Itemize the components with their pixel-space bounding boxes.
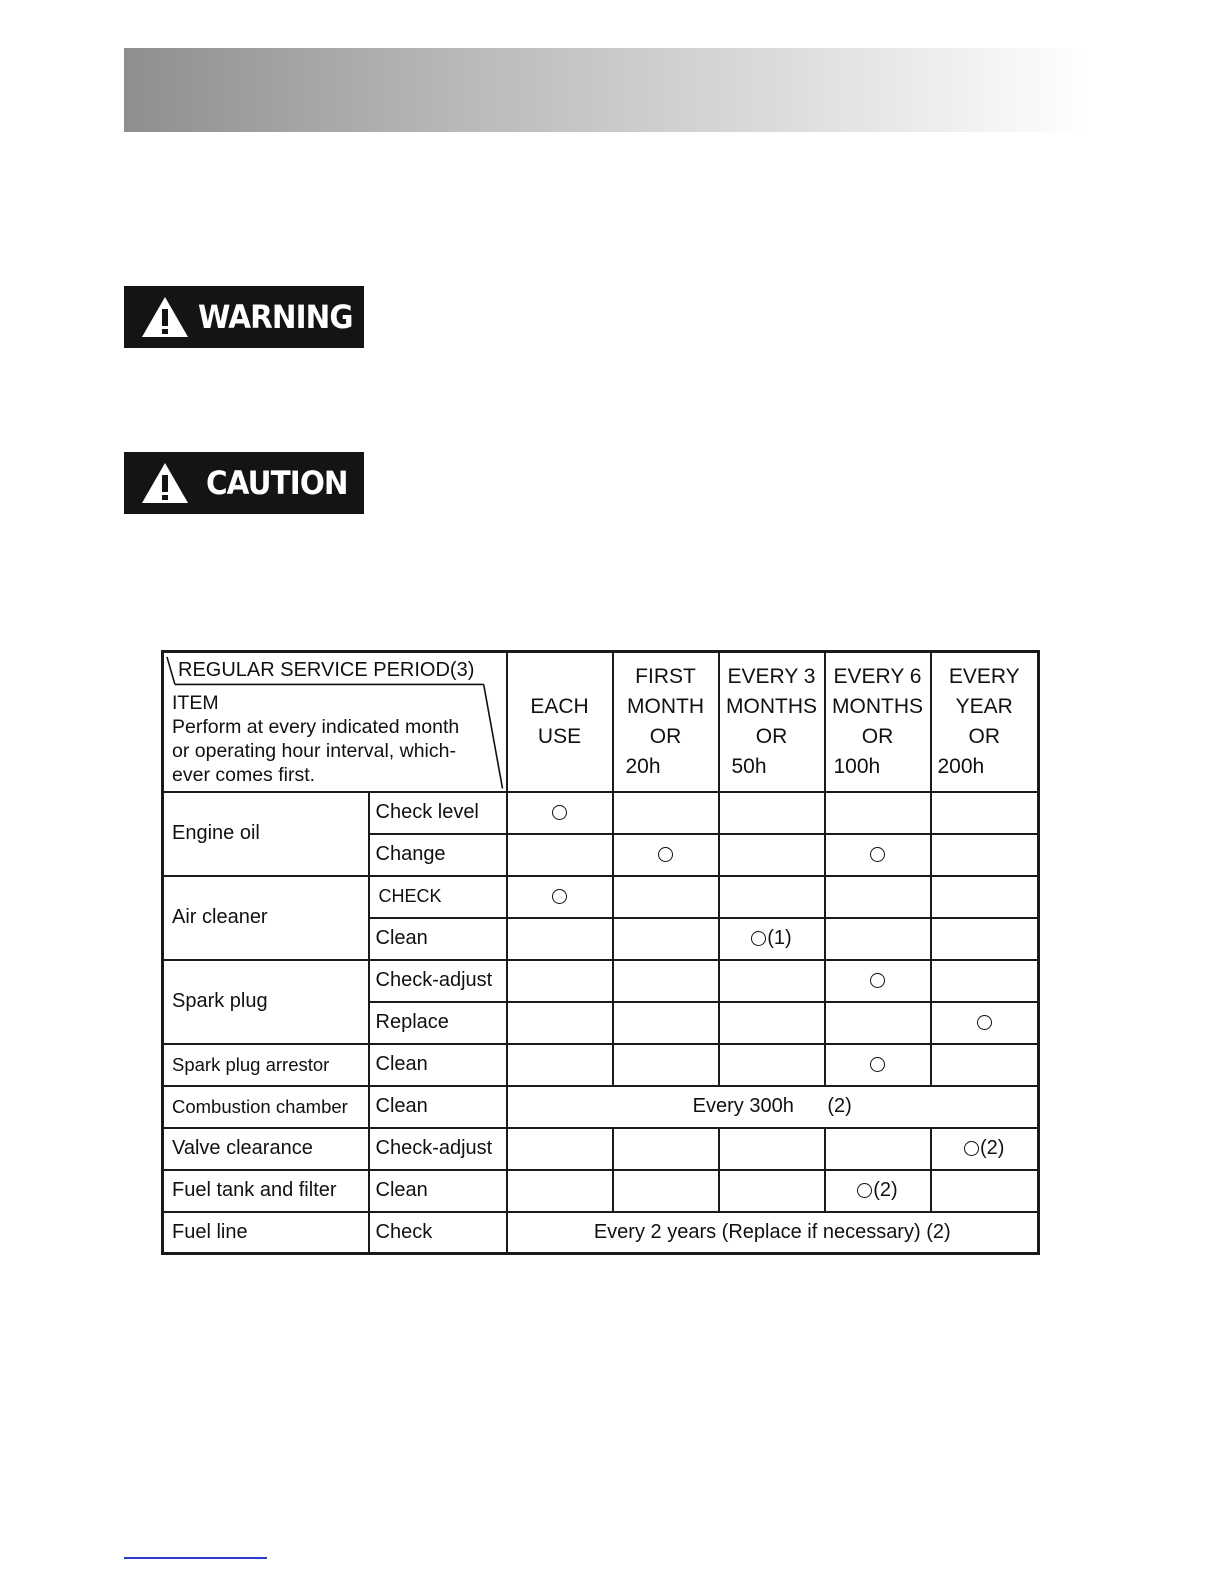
schedule-cell: [931, 1044, 1039, 1086]
item-engine-oil: Engine oil: [163, 792, 369, 876]
footer-rule: [124, 1557, 267, 1559]
table-row: [163, 1044, 1039, 1086]
schedule-cell: [507, 834, 613, 876]
table-row: [163, 1212, 1039, 1254]
action-replace: Replace: [369, 1002, 507, 1044]
column-line: YEAR: [955, 694, 1013, 718]
item-line: ITEM: [172, 692, 219, 714]
circle-mark-icon: [751, 931, 766, 946]
schedule-cell: [825, 960, 931, 1002]
table-header-row: [163, 652, 1039, 792]
schedule-cell: [931, 1128, 1039, 1170]
action-check-adjust: Check-adjust: [369, 1128, 507, 1170]
schedule-cell: [825, 876, 931, 918]
item-fuel-line: Fuel line: [163, 1212, 369, 1254]
column-hours: 20h: [625, 754, 661, 778]
column-line: MONTHS: [726, 694, 817, 718]
schedule-cell: [613, 876, 719, 918]
circle-mark-icon: [870, 1057, 885, 1072]
schedule-cell: [613, 960, 719, 1002]
column-every-6-months: [825, 652, 931, 792]
schedule-cell: [507, 1002, 613, 1044]
combustion-interval: Every 300h: [692, 1095, 794, 1117]
action-clean: Clean: [369, 918, 507, 960]
schedule-cell: [613, 1128, 719, 1170]
caution-label: CAUTION: [206, 464, 348, 502]
table-row: [163, 1128, 1039, 1170]
column-line: OR: [649, 724, 682, 748]
service-period-label: REGULAR SERVICE PERIOD(3): [178, 659, 475, 681]
column-every-3-months: [719, 652, 825, 792]
header-corner-cell: [163, 652, 507, 792]
column-line: MONTHS: [832, 694, 923, 718]
column-line: OR: [755, 724, 788, 748]
footnote-ref: (2): [827, 1095, 852, 1117]
action-change: Change: [369, 834, 507, 876]
schedule-cell: [931, 1002, 1039, 1044]
schedule-cell: [931, 960, 1039, 1002]
action-check-adjust: Check-adjust: [369, 960, 507, 1002]
schedule-cell: [719, 1170, 825, 1212]
schedule-cell: [931, 834, 1039, 876]
item-description: [172, 691, 459, 787]
item-line: Perform at every indicated month: [172, 716, 460, 738]
warning-triangle-icon: [140, 295, 190, 339]
action-clean: Clean: [369, 1086, 507, 1128]
item-fuel-tank-filter: Fuel tank and filter: [163, 1170, 369, 1212]
schedule-cell: [931, 918, 1039, 960]
column-every-year: [931, 652, 1039, 792]
schedule-cell: [719, 918, 825, 960]
action-clean: Clean: [369, 1044, 507, 1086]
column-hours: 100h: [833, 754, 881, 778]
schedule-cell: [825, 1002, 931, 1044]
footnote-ref: (1): [767, 927, 792, 950]
fuel-line-interval: Every 2 years (Replace if necessary) (2): [507, 1212, 1039, 1254]
schedule-cell: [507, 1170, 613, 1212]
circle-mark-icon: [552, 805, 567, 820]
schedule-cell: [613, 1170, 719, 1212]
schedule-cell: [825, 918, 931, 960]
action-check: CHECK: [369, 876, 507, 918]
combustion-interval-cell: [507, 1086, 1039, 1128]
schedule-cell: [719, 1044, 825, 1086]
schedule-cell: [719, 1002, 825, 1044]
schedule-cell: [507, 918, 613, 960]
warning-label: WARNING: [198, 298, 353, 336]
column-line: EVERY 3: [727, 664, 816, 688]
schedule-cell: [613, 792, 719, 834]
footnote-ref: (2): [873, 1179, 898, 1202]
schedule-cell: [825, 1170, 931, 1212]
schedule-cell: [931, 792, 1039, 834]
schedule-cell: [825, 834, 931, 876]
circle-mark-icon: [658, 847, 673, 862]
circle-mark-icon: [552, 889, 567, 904]
schedule-cell: [825, 792, 931, 834]
schedule-cell: [719, 960, 825, 1002]
schedule-cell: [931, 876, 1039, 918]
table-row: [163, 1086, 1039, 1128]
item-spark-plug-arrestor: Spark plug arrestor: [163, 1044, 369, 1086]
column-each-use: [507, 652, 613, 792]
circle-mark-icon: [964, 1141, 979, 1156]
schedule-cell: [507, 1128, 613, 1170]
caution-triangle-icon: [140, 461, 190, 505]
circle-mark-icon: [857, 1183, 872, 1198]
column-line: USE: [537, 724, 582, 748]
warning-badge: [124, 286, 364, 348]
section-header-band: [124, 48, 1090, 132]
table-row: [163, 792, 1039, 834]
column-line: OR: [968, 724, 1000, 748]
table-row: [163, 960, 1039, 1002]
schedule-cell: [825, 1128, 931, 1170]
column-hours: 200h: [937, 754, 985, 778]
column-line: MONTH: [627, 694, 704, 718]
item-line: or operating hour interval, which-: [172, 740, 456, 762]
item-line: ever comes first.: [172, 764, 316, 786]
schedule-cell: [613, 834, 719, 876]
column-line: FIRST: [635, 664, 696, 688]
schedule-cell: [613, 1044, 719, 1086]
table-row: [163, 1170, 1039, 1212]
action-check-level: Check level: [369, 792, 507, 834]
schedule-cell: [507, 876, 613, 918]
schedule-cell: [719, 1128, 825, 1170]
schedule-cell: [507, 960, 613, 1002]
schedule-cell: [719, 876, 825, 918]
column-first-month: [613, 652, 719, 792]
schedule-cell: [719, 792, 825, 834]
schedule-cell: [931, 1170, 1039, 1212]
table-row: [163, 876, 1039, 918]
item-spark-plug: Spark plug: [163, 960, 369, 1044]
column-hours: 50h: [731, 754, 767, 778]
item-valve-clearance: Valve clearance: [163, 1128, 369, 1170]
action-clean: Clean: [369, 1170, 507, 1212]
schedule-cell: [507, 1044, 613, 1086]
schedule-cell: [613, 918, 719, 960]
schedule-cell: [613, 1002, 719, 1044]
column-line: OR: [861, 724, 894, 748]
item-air-cleaner: Air cleaner: [163, 876, 369, 960]
circle-mark-icon: [870, 973, 885, 988]
schedule-cell: [507, 792, 613, 834]
column-line: EVERY: [948, 664, 1020, 688]
column-line: EACH: [530, 694, 589, 718]
maintenance-schedule-table: [161, 650, 1040, 1255]
column-line: EVERY 6: [833, 664, 922, 688]
schedule-cell: [825, 1044, 931, 1086]
item-combustion-chamber: Combustion chamber: [163, 1086, 369, 1128]
circle-mark-icon: [977, 1015, 992, 1030]
caution-badge: [124, 452, 364, 514]
action-check: Check: [369, 1212, 507, 1254]
schedule-cell: [719, 834, 825, 876]
footnote-ref: (2): [980, 1137, 1005, 1160]
circle-mark-icon: [870, 847, 885, 862]
